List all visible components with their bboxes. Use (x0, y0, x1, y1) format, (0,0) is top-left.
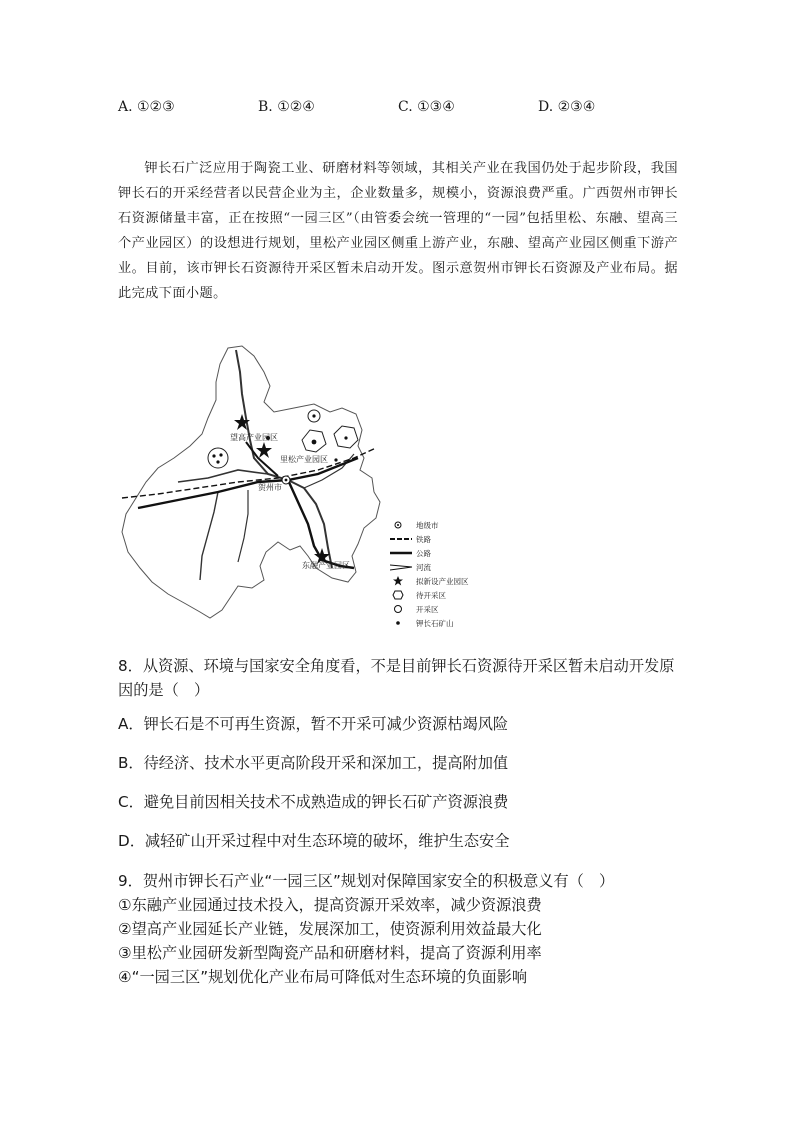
question-8-option-b: B．待经济、技术水平更高阶段开采和深加工，提高附加值 (118, 754, 509, 772)
legend-item: 拟新设产业园区 (390, 574, 500, 588)
label-lisong: 里松产业园区 (280, 455, 328, 464)
question-8-option-d: D．减轻矿山开采过程中对生态环境的破坏，维护生态安全 (118, 832, 510, 850)
circle-icon (390, 604, 414, 614)
question-9-item-4: ④“一园三区”规划优化产业布局可降低对生态环境的负面影响 (118, 968, 528, 986)
option-b: B. ①②④ (258, 99, 315, 115)
map-legend (390, 518, 500, 630)
city-boundary (122, 346, 380, 618)
legend-item: 河流 (390, 560, 500, 574)
legend-item: 地级市 (390, 518, 500, 532)
feldspar-mine (334, 458, 337, 461)
star-icon (390, 576, 414, 586)
legend-item: 开采区 (390, 602, 500, 616)
legend-item: 铁路 (390, 532, 500, 546)
question-9-item-2: ②望高产业园延长产业链，发展深加工，使资源利用效益最大化 (118, 920, 542, 938)
label-wanggao: 望高产业园区 (230, 433, 278, 442)
highway-icon (390, 548, 414, 558)
river (178, 470, 268, 482)
river-icon (390, 562, 414, 572)
label-dongrong: 东融产业园区 (302, 561, 350, 570)
railway-icon (390, 534, 414, 544)
option-a: A. ①②③ (118, 99, 175, 115)
reading-passage: 钾长石广泛应用于陶瓷工业、研磨材料等领域，其相关产业在我国仍处于起步阶段，我国钾长石的开采经营者以民营企业为主，企业数量多，规模小，资源浪费严重。广西贺州市钾长石资源储量丰富，正在按照“一园三区”（由管委会统一管理的“一园”包括里松、东融、望高三个产业园区）的设想进行规划，里松产业园区侧重上游产业，东融、望高产业园区侧重下游产业。目前，该市钾长石资源待开采区暂未启动开发。图示意贺州市钾长石资源及产业布局。据此完成下面小题。 (118, 161, 678, 301)
legend-item: 公路 (390, 546, 500, 560)
question-8-option-c: C．避免目前因相关技术不成熟造成的钾长石矿产资源浪费 (118, 793, 509, 811)
option-d: D. ②③④ (538, 99, 596, 115)
option-c: C. ①③④ (398, 99, 455, 115)
question-9-item-1: ①东融产业园通过技术投入，提高资源开采效率，减少资源浪费 (118, 896, 542, 914)
previous-question-options (118, 99, 718, 121)
hexagon-icon (390, 590, 414, 600)
label-hezhou: 贺州市 (258, 483, 282, 492)
dot-icon (390, 618, 414, 628)
proposed-park-star (256, 442, 272, 458)
mining-area (208, 448, 228, 468)
legend-item: 待开采区 (390, 588, 500, 602)
question-8-option-a: A．钾长石是不可再生资源，暂不开采可减少资源枯竭风险 (118, 715, 509, 733)
city-icon (390, 520, 414, 530)
legend-item: 钾长石矿山 (390, 616, 500, 630)
river (238, 490, 248, 562)
question-9-item-3: ③里松产业园研发新型陶瓷产品和研磨材料，提高了资源利用率 (118, 944, 542, 962)
railway (122, 448, 376, 498)
hezhou-map (118, 342, 480, 628)
question-8-stem: 8．从资源、环境与国家安全角度看，不是目前钾长石资源待开采区暂未启动开发原因的是（ ） (118, 657, 675, 699)
question-9-stem: 9．贺州市钾长石产业“一园三区”规划对保障国家安全的积极意义有（ ） (118, 872, 615, 890)
river (200, 492, 218, 580)
